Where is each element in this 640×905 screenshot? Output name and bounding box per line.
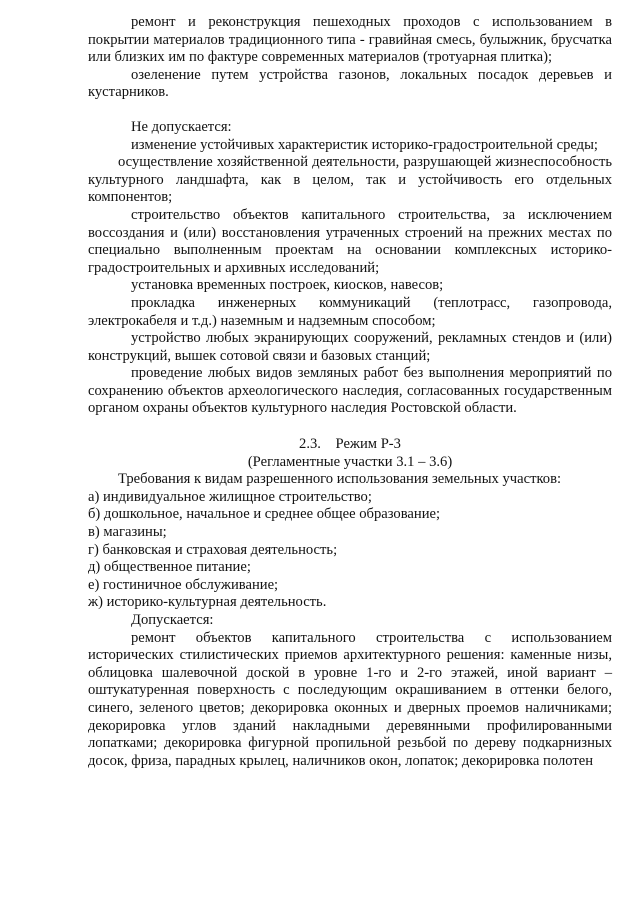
use-item: д) общественное питание;: [88, 559, 251, 576]
not-allowed-heading: Не допускается:: [131, 118, 232, 135]
not-allowed-item: изменение устойчивых характеристик историко-градостроительной среды;: [131, 136, 598, 153]
use-item: е) гостиничное обслуживание;: [88, 576, 279, 593]
not-allowed-item: строительство объектов капитального строительства, за исключением воссоздания и (или) восстановления утраченных строений на прежних местах по специально выполненным проектам на основании комплексных историко-градостроительных и архивных исследований;: [88, 206, 612, 276]
use-item: б) дошкольное, начальное и среднее общее образование;: [88, 506, 441, 523]
not-allowed-item: осуществление хозяйственной деятельности, разрушающей жизнеспособность культурного ландшафта, как в целом, так и устойчивость его отдельных компонентов;: [88, 154, 612, 206]
use-item: а) индивидуальное жилищное строительство;: [88, 488, 372, 505]
section-subtitle: (Регламентные участки 3.1 – 3.6): [247, 453, 453, 470]
document-page: [88, 14, 612, 770]
section-title: 2.3. Режим Р-3: [299, 436, 401, 453]
not-allowed-item: установка временных построек, киосков, навесов;: [131, 277, 444, 294]
use-item: г) банковская и страховая деятельность;: [88, 541, 338, 558]
use-item: ж) историко-культурная деятельность.: [88, 594, 327, 611]
not-allowed-item: устройство любых экранирующих сооружений, рекламных стендов и (или) конструкций, вышек сотовой связи и базовых станций;: [88, 330, 612, 364]
paragraph-landscaping: озеленение путем устройства газонов, локальных посадок деревьев и кустарников.: [88, 66, 612, 101]
allowed-heading: Допускается:: [131, 612, 214, 628]
requirements-heading: Требования к видам разрешенного использования земельных участков:: [118, 471, 562, 488]
paragraph-pedestrian-repair: ремонт и реконструкция пешеходных проходов с использованием в покрытии материалов традиционного типа - гравийная смесь, булыжник, брусчатка или близких им по фактуре современных материалов (тротуарная плитка);: [88, 14, 612, 66]
not-allowed-item: прокладка инженерных коммуникаций (теплотрасс, газопровода, электрокабеля и т.д.) наземным и надземным способом;: [88, 294, 612, 329]
allowed-text: ремонт объектов капитального строительства с использованием исторических стилистических приемов архитектурного решения: каменные низы, облицовка шалевочной доской в уровне 1-го и 2-го этажей, иной вариант – оштукатуренная поверхность с последующим окрашиванием в оттенки белого, синего, зеленого цветов; декорировка оконных и дверных проемов наличниками; декорировка углов зданий накладными деревянными профилированными лопатками; декорировка фигурной пропильной резьбой по дереву подкарнизных досок, фриза, парадных крылец, наличников окон, лопаток; декорировка полотен: [88, 629, 612, 769]
use-item: в) магазины;: [88, 524, 167, 541]
not-allowed-item: проведение любых видов земляных работ без выполнения мероприятий по сохранению объектов археологического наследия, согласованных государственным органом охраны объектов культурного наследия Ростовской области.: [88, 365, 612, 417]
